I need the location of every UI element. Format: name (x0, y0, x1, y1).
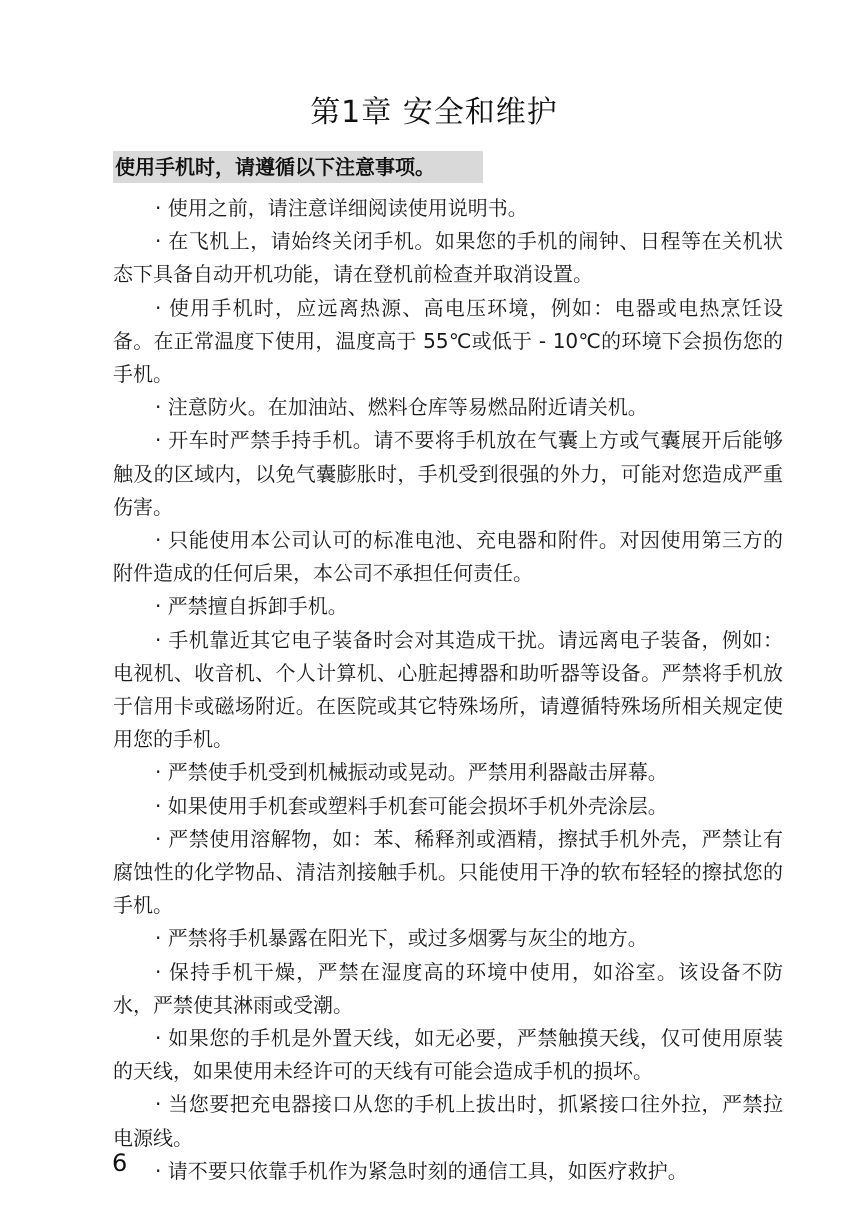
list-item: · 保持手机干燥，严禁在湿度高的环境中使用，如浴室。该设备不防水，严禁使其淋雨或受潮。 (113, 959, 783, 1017)
list-item: · 在飞机上，请始终关闭手机。如果您的手机的闹钟、日程等在关机状态下具备自动开机功能，请在登机前检查并取消设置。 (113, 229, 783, 287)
chapter-title: 第1章 安全和维护 (310, 95, 558, 130)
list-item: · 严禁使用溶解物，如：苯、稀释剂或酒精，擦拭手机外壳，严禁让有腐蚀性的化学物品、清洁剂接触手机。只能使用干净的软布轻轻的擦拭您的手机。 (113, 826, 783, 918)
list-item: · 使用手机时，应远离热源、高电压环境，例如：电器或电热烹饪设备。在正常温度下使用，温度高于 55℃或低于 - 10℃的环境下会损伤您的手机。 (113, 295, 783, 387)
safety-instructions-list (113, 192, 783, 1188)
list-item: · 使用之前，请注意详细阅读使用说明书。 (155, 196, 528, 220)
page-number: 6 (112, 1149, 128, 1177)
list-item: · 请不要只依靠手机作为紧急时刻的通信工具，如医疗救护。 (155, 1158, 688, 1183)
list-item: · 只能使用本公司认可的标准电池、充电器和附件。对因使用第三方的附件造成的任何后果，本公司不承担任何责任。 (113, 528, 783, 586)
list-item: · 严禁将手机暴露在阳光下，或过多烟雾与灰尘的地方。 (155, 926, 648, 951)
list-item: · 手机靠近其它电子装备时会对其造成干扰。请远离电子装备，例如：电视机、收音机、个人计算机、心脏起搏器和助听器等设备。严禁将手机放于信用卡或磁场附近。在医院或其它特殊场所，请遵循特殊场所相关规定使用您的手机。 (113, 627, 783, 752)
list-item: · 注意防火。在加油站、燃料仓库等易燃品附近请关机。 (155, 395, 648, 420)
section-heading: 使用手机时，请遵循以下注意事项。 (113, 151, 483, 183)
list-item: · 如果您的手机是外置天线，如无必要，严禁触摸天线，仅可使用原装的天线，如果使用未经许可的天线有可能会造成手机的损坏。 (113, 1026, 783, 1084)
list-item: · 严禁使手机受到机械振动或晃动。严禁用利器敲击屏幕。 (155, 760, 668, 785)
list-item: · 严禁擅自拆卸手机。 (155, 594, 348, 619)
list-item: · 开车时严禁手持手机。请不要将手机放在气囊上方或气囊展开后能够触及的区域内，以免气囊膨胀时，手机受到很强的外力，可能对您造成严重伤害。 (113, 428, 783, 519)
list-item: · 如果使用手机套或塑料手机套可能会损坏手机外壳涂层。 (155, 793, 668, 818)
list-item: · 当您要把充电器接口从您的手机上拔出时，抓紧接口往外拉，严禁拉电源线。 (113, 1092, 783, 1150)
